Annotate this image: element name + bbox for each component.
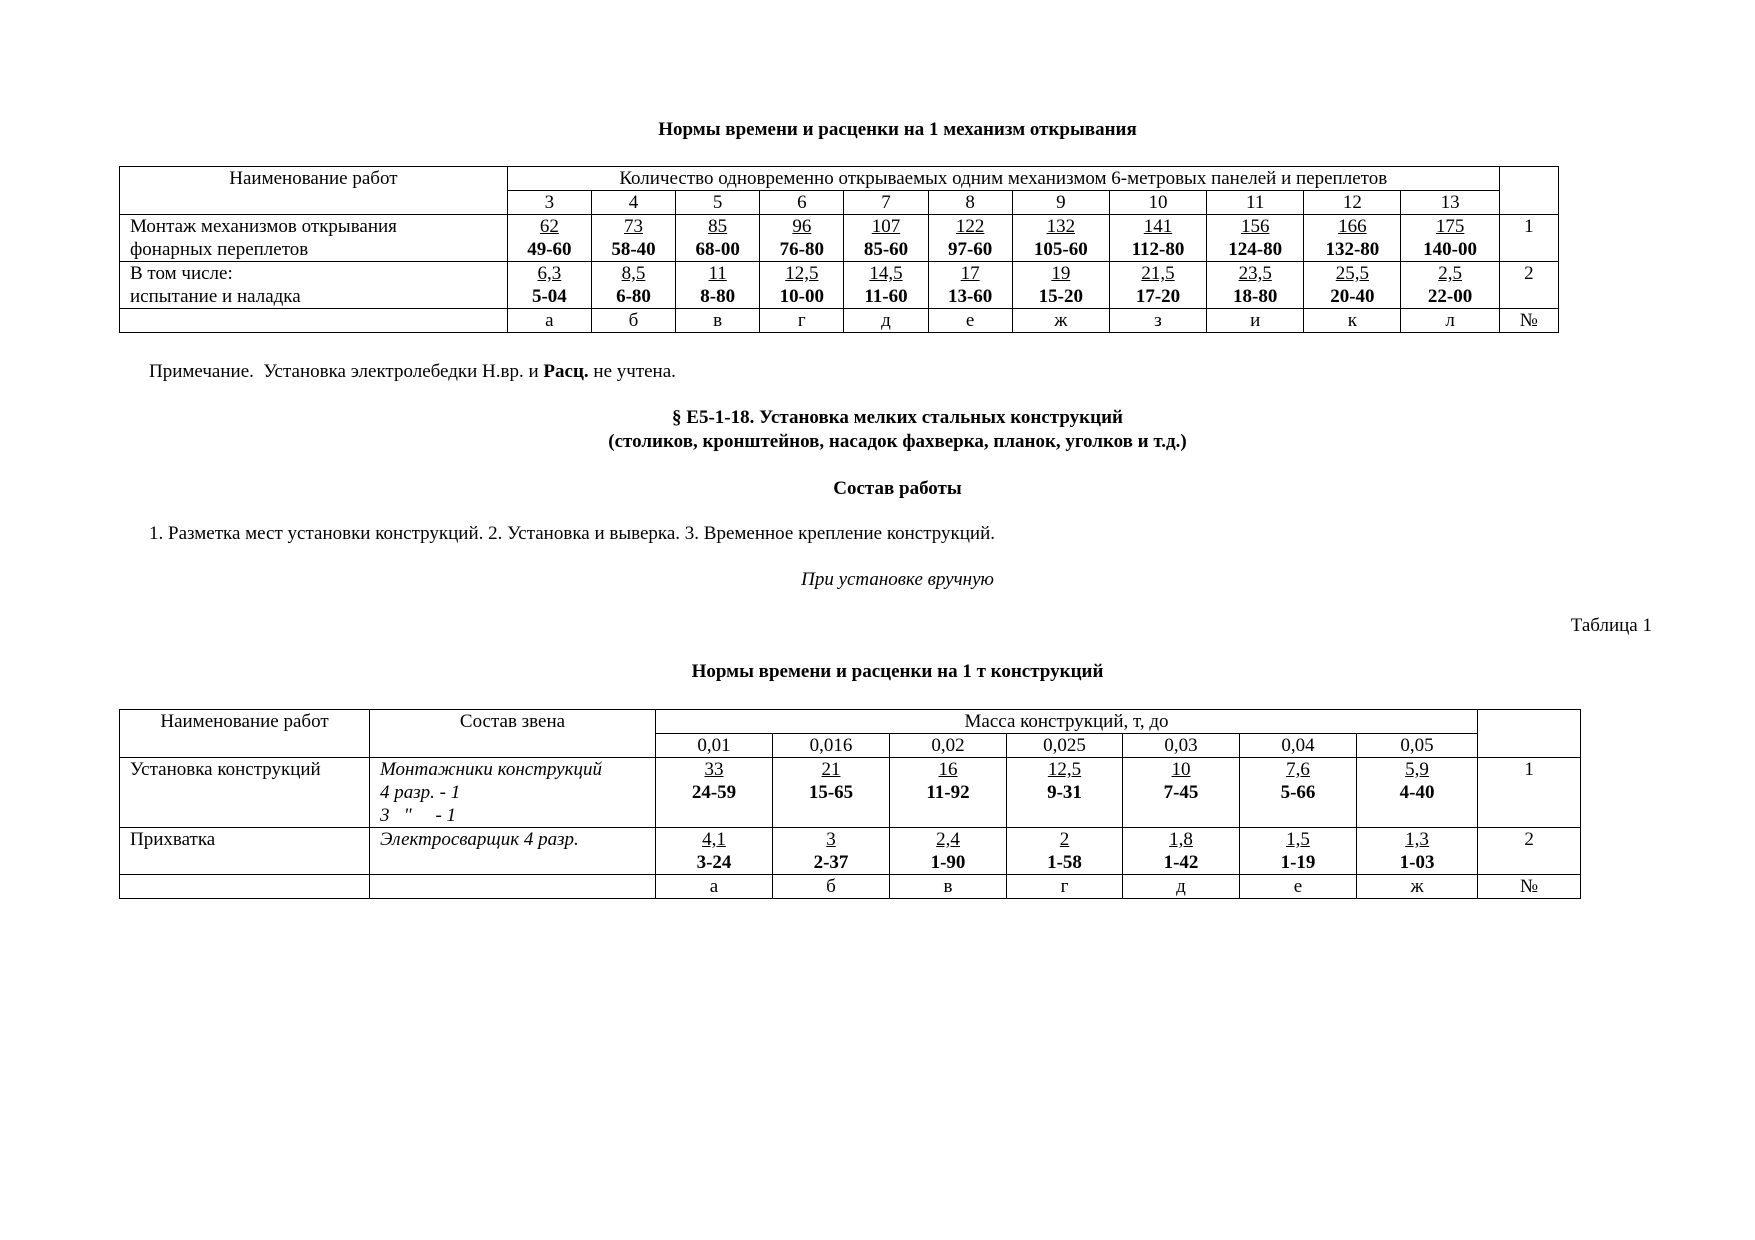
norm-cell: 166 132-80: [1304, 215, 1401, 262]
column-letter: е: [928, 309, 1012, 333]
row-number: 2: [1499, 262, 1558, 309]
column-header: 5: [676, 191, 760, 215]
header-panels-count: Количество одновременно открываемых одним механизмом 6-метровых панелей и переплетов: [507, 167, 1499, 191]
norm-cell: 2 1-58: [1007, 828, 1123, 875]
blank-cell: [120, 309, 508, 333]
norm-cell: 25,5 20-40: [1304, 262, 1401, 309]
norm-cell: 7,6 5-66: [1240, 758, 1357, 828]
crew-cell: Электросварщик 4 разр.: [370, 828, 656, 875]
column-letter: в: [890, 875, 1007, 899]
norm-cell: 175 140-00: [1401, 215, 1499, 262]
column-letter: в: [676, 309, 760, 333]
column-header: 4: [591, 191, 675, 215]
norms-table-1: [119, 166, 1559, 333]
norm-cell: 11 8-80: [676, 262, 760, 309]
norm-cell: 1,8 1-42: [1123, 828, 1240, 875]
table-label: Таблица 1: [1570, 615, 1652, 636]
column-letter: б: [591, 309, 675, 333]
column-header: 7: [844, 191, 928, 215]
norm-cell: 8,5 6-80: [591, 262, 675, 309]
header-work-name: Наименование работ: [120, 167, 508, 215]
header-work-name: Наименование работ: [120, 710, 370, 758]
norms-table-2: [119, 709, 1581, 899]
header-mass: Масса конструкций, т, до: [656, 710, 1478, 734]
norm-cell: 1,5 1-19: [1240, 828, 1357, 875]
installation-mode: При установке вручную: [801, 569, 994, 590]
row-number: 1: [1478, 758, 1581, 828]
column-letter: г: [760, 309, 844, 333]
table1-title: Нормы времени и расценки на 1 механизм открывания: [658, 119, 1137, 140]
composition-text: 1. Разметка мест установки конструкций. 2. Установка и выверка. 3. Временное крепление конструкций.: [149, 523, 995, 544]
table2-title: Нормы времени и расценки на 1 т конструкций: [691, 661, 1104, 682]
norm-cell: 96 76-80: [760, 215, 844, 262]
norm-cell: 107 85-60: [844, 215, 928, 262]
column-header: 6: [760, 191, 844, 215]
column-header: 13: [1401, 191, 1499, 215]
work-name-cell: Установка конструкций: [120, 758, 370, 828]
letters-row: [120, 309, 1559, 333]
norm-cell: 4,1 3-24: [656, 828, 773, 875]
column-header: 8: [928, 191, 1012, 215]
norm-cell: 73 58-40: [591, 215, 675, 262]
norm-cell: 156 124-80: [1207, 215, 1304, 262]
norm-cell: 2,5 22-00: [1401, 262, 1499, 309]
norm-cell: 132 105-60: [1012, 215, 1109, 262]
column-header: 0,01: [656, 734, 773, 758]
norm-cell: 5,9 4-40: [1357, 758, 1478, 828]
column-header: 0,02: [890, 734, 1007, 758]
column-letter: к: [1304, 309, 1401, 333]
section-title: § Е5-1-18. Установка мелких стальных конструкций (столиков, кронштейнов, насадок фахверка, планок, уголков и т.д.): [608, 407, 1187, 452]
column-letter: д: [1123, 875, 1240, 899]
norm-cell: 14,5 11-60: [844, 262, 928, 309]
column-header: 0,05: [1357, 734, 1478, 758]
blank-cell: [120, 875, 370, 899]
norm-cell: 12,5 10-00: [760, 262, 844, 309]
letters-row: [120, 875, 1581, 899]
column-letter: б: [773, 875, 890, 899]
norm-cell: 19 15-20: [1012, 262, 1109, 309]
column-header: 3: [507, 191, 591, 215]
number-symbol: №: [1478, 875, 1581, 899]
row-number: 2: [1478, 828, 1581, 875]
column-header: 0,016: [773, 734, 890, 758]
work-name-cell: В том числе: испытание и наладка: [120, 262, 508, 309]
work-name-cell: Прихватка: [120, 828, 370, 875]
norm-cell: 141 112-80: [1109, 215, 1206, 262]
table-row: [120, 758, 1581, 828]
column-header: 12: [1304, 191, 1401, 215]
norm-cell: 21,5 17-20: [1109, 262, 1206, 309]
norm-cell: 62 49-60: [507, 215, 591, 262]
work-name-cell: Монтаж механизмов открывания фонарных переплетов: [120, 215, 508, 262]
column-header: 10: [1109, 191, 1206, 215]
norm-cell: 1,3 1-03: [1357, 828, 1478, 875]
column-letter: з: [1109, 309, 1206, 333]
number-symbol: №: [1499, 309, 1558, 333]
column-letter: л: [1401, 309, 1499, 333]
note: Примечание. Установка электролебедки Н.вр. и Расц. не учтена.: [149, 361, 676, 382]
column-header: 9: [1012, 191, 1109, 215]
column-letter: и: [1207, 309, 1304, 333]
table-row: [120, 215, 1559, 262]
row-number: 1: [1499, 215, 1558, 262]
norm-cell: 85 68-00: [676, 215, 760, 262]
header-blank: [1499, 167, 1558, 215]
blank-cell: [370, 875, 656, 899]
norm-cell: 33 24-59: [656, 758, 773, 828]
column-letter: ж: [1012, 309, 1109, 333]
crew-cell: Монтажники конструкций 4 разр. - 1 3 " - 1: [370, 758, 656, 828]
header-blank: [1478, 710, 1581, 758]
column-header: 0,04: [1240, 734, 1357, 758]
norm-cell: 3 2-37: [773, 828, 890, 875]
table-row: [120, 828, 1581, 875]
column-letter: а: [656, 875, 773, 899]
norm-cell: 17 13-60: [928, 262, 1012, 309]
norm-cell: 16 11-92: [890, 758, 1007, 828]
norm-cell: 122 97-60: [928, 215, 1012, 262]
norm-cell: 23,5 18-80: [1207, 262, 1304, 309]
column-letter: д: [844, 309, 928, 333]
column-letter: е: [1240, 875, 1357, 899]
column-letter: ж: [1357, 875, 1478, 899]
norm-cell: 6,3 5-04: [507, 262, 591, 309]
norm-cell: 10 7-45: [1123, 758, 1240, 828]
column-letter: а: [507, 309, 591, 333]
norm-cell: 12,5 9-31: [1007, 758, 1123, 828]
norm-cell: 2,4 1-90: [890, 828, 1007, 875]
header-crew: Состав звена: [370, 710, 656, 758]
column-header: 11: [1207, 191, 1304, 215]
column-header: 0,03: [1123, 734, 1240, 758]
norm-cell: 21 15-65: [773, 758, 890, 828]
column-header: 0,025: [1007, 734, 1123, 758]
table-row: [120, 262, 1559, 309]
composition-title: Состав работы: [833, 478, 962, 499]
column-letter: г: [1007, 875, 1123, 899]
